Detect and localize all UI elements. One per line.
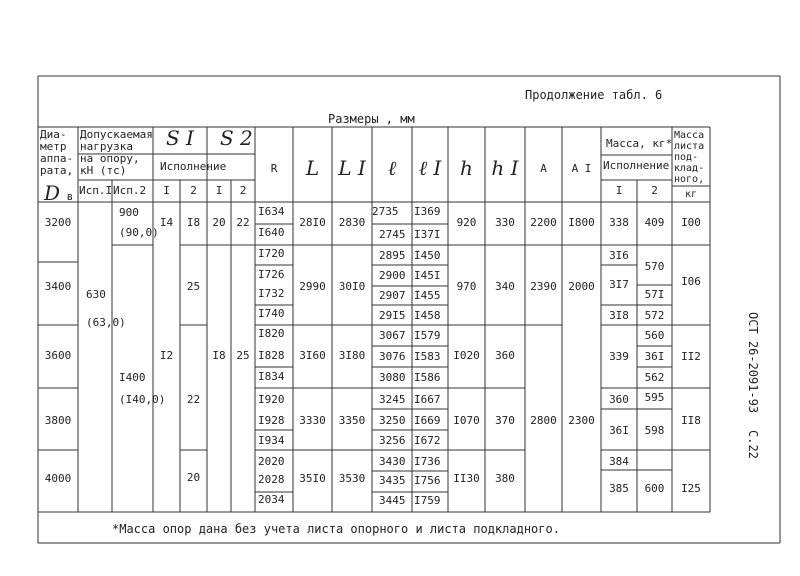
l-value: 3430 (379, 455, 406, 468)
mass-sub-2: 2 (651, 184, 658, 197)
h1-4000: 380 (495, 472, 515, 485)
s1-sub-1: I (163, 184, 170, 197)
L-4000: 35I0 (299, 472, 326, 485)
diameter-symbol: D в (44, 181, 74, 205)
footnote-mark: * (112, 522, 120, 536)
l-value: 3067 (379, 329, 406, 342)
s2-header: S 2 (220, 126, 253, 150)
mass1-value: 3I7 (609, 278, 629, 291)
d-4000: 4000 (44, 472, 72, 485)
A-3800: 2800 (530, 414, 557, 427)
mass1-value: 385 (609, 482, 629, 495)
l1-value: I667 (414, 393, 441, 406)
l1-value: I45I (414, 269, 441, 282)
h-3600: I020 (453, 349, 480, 362)
mass2-value: 562 (644, 371, 665, 384)
sizes-label: Размеры , мм (328, 112, 415, 126)
s2-sub-1: I (215, 184, 223, 197)
d-3600: 3600 (44, 349, 72, 362)
col-l1-header: ℓ I (418, 156, 442, 180)
mass-header: Масса, кг* (606, 137, 673, 150)
l-value: 2895 (379, 249, 406, 262)
A1-3800: 2300 (568, 414, 595, 427)
load-isp2-900-tc: (90,0) (119, 226, 159, 239)
plate-4000: I25 (681, 482, 701, 495)
col-h-header: h (460, 156, 473, 180)
l-value: 3080 (379, 371, 406, 384)
document-code: ОСТ 26-2091-93 (746, 312, 760, 414)
s1-i-14: I4 (159, 216, 174, 229)
l-value: 3250 (379, 414, 406, 427)
L1-3200: 2830 (338, 216, 366, 229)
ispolnenie-header: Исполнение (160, 160, 227, 173)
s1-header: S I (166, 126, 194, 150)
load-isp1-value: 630 (86, 288, 106, 301)
plate-header: Масса листа под- клад- ного, кг (674, 130, 705, 200)
s2-i-20: 20 (212, 216, 226, 229)
mass2-value: 595 (644, 391, 665, 404)
plate-3400: I06 (681, 275, 701, 288)
r-value: I934 (258, 434, 285, 447)
d-3400: 3400 (44, 280, 72, 293)
mass2-value: 409 (644, 216, 665, 229)
h1-3400: 340 (495, 280, 515, 293)
load-isp1-tc: (63,0) (86, 316, 126, 329)
col-A-header: A (540, 162, 547, 175)
mass-sub-1: I (615, 184, 623, 197)
mass2-value: 572 (644, 309, 665, 322)
L-3400: 2990 (299, 280, 326, 293)
l1-value: I450 (414, 249, 441, 262)
plate-3600: II2 (681, 350, 701, 363)
l-value: 29I5 (379, 309, 406, 322)
h-3200: 920 (456, 216, 477, 229)
r-value: I834 (258, 370, 285, 383)
L-3600: 3I60 (299, 349, 326, 362)
s1-i-12: I2 (159, 349, 174, 362)
continuation-label: Продолжение табл. 6 (525, 88, 663, 102)
A1-3200: I800 (568, 216, 595, 229)
col-L-header: L (305, 156, 320, 180)
col-l-header: ℓ (387, 156, 397, 180)
l1-value: I37I (414, 228, 441, 241)
diameter-header: Диа- метр аппа- рата, (40, 128, 74, 177)
r-value: I740 (258, 307, 285, 320)
mass1-value: 339 (609, 350, 629, 363)
col-h1-header: h I (491, 156, 519, 180)
mass1-value: 338 (609, 216, 629, 229)
l1-value: I759 (414, 494, 441, 507)
load-isp2-1400-tc: (I40,0) (119, 393, 166, 406)
mass2-value: 36I (644, 350, 665, 363)
col-L1-header: L I (338, 156, 366, 180)
h-3800: I070 (453, 414, 480, 427)
h-3400: 970 (456, 280, 477, 293)
L-3800: 3330 (299, 414, 326, 427)
col-R-header: R (270, 162, 278, 175)
load-isp2-header: Исп.2 (113, 184, 147, 197)
h-4000: II30 (453, 472, 480, 485)
l-value: 3435 (379, 474, 406, 487)
mass1-value: 384 (609, 455, 629, 468)
L1-3800: 3350 (338, 414, 366, 427)
r-value: I640 (258, 226, 285, 239)
L1-3600: 3I80 (338, 349, 366, 362)
s2-i-18: I8 (212, 349, 226, 362)
L1-3400: 30I0 (338, 280, 366, 293)
h1-3600: 360 (495, 349, 515, 362)
l-value: 2745 (379, 228, 406, 241)
d-3800: 3800 (44, 414, 72, 427)
r-value: I920 (258, 393, 285, 406)
l-value: 2900 (379, 269, 406, 282)
l-value: 3445 (379, 494, 406, 507)
col-A1-header: A I (571, 162, 592, 175)
r-value: I720 (258, 247, 285, 260)
r-value: I732 (258, 287, 285, 300)
mass1-value: 360 (609, 393, 629, 406)
l1-value: I736 (414, 455, 441, 468)
s2-sub-2: 2 (239, 184, 247, 197)
l1-value: I669 (414, 414, 441, 427)
mass2-value: 598 (644, 424, 665, 437)
l1-value: I756 (414, 474, 441, 487)
h1-3800: 370 (495, 414, 515, 427)
l-value: 2907 (379, 289, 406, 302)
s2-2-22: 22 (236, 216, 250, 229)
page-number: С.22 (746, 430, 760, 459)
footnote-text: Масса опор дана без учета листа опорного и листа подкладного. (119, 522, 560, 536)
mass2-value: 57I (644, 288, 665, 301)
l-value: 3245 (379, 393, 406, 406)
mass2-value: 600 (644, 482, 665, 495)
l-value: 3076 (379, 350, 406, 363)
l1-value: I455 (414, 289, 441, 302)
mass1-value: 3I8 (609, 309, 629, 322)
s1-sub-2: 2 (190, 184, 197, 197)
l-value: 2735 (372, 205, 399, 218)
load-header: Допускаемая нагрузка на опору, кН (тс) (80, 128, 153, 177)
s1-2-20: 20 (186, 471, 201, 484)
plate-3800: II8 (681, 414, 701, 427)
mass2-value: 570 (644, 260, 665, 273)
r-value: I928 (258, 414, 285, 427)
l1-value: I672 (414, 434, 441, 447)
h1-3200: 330 (495, 216, 515, 229)
A-3400: 2390 (530, 280, 557, 293)
mass1-value: 3I6 (609, 249, 629, 262)
l1-value: I583 (414, 350, 441, 363)
A1-3400: 2000 (568, 280, 595, 293)
r-value: 2034 (258, 493, 285, 506)
r-value: I828 (258, 349, 285, 362)
r-value: I634 (258, 205, 285, 218)
r-value: I820 (258, 327, 285, 340)
A-3200: 2200 (530, 216, 557, 229)
footnote (112, 523, 560, 535)
d-3200: 3200 (44, 216, 72, 229)
mass-isp-header: Исполнение (603, 159, 670, 172)
r-value: 2020 (258, 455, 285, 468)
plate-3200: I00 (681, 216, 701, 229)
load-isp2-900: 900 (119, 206, 139, 219)
l-value: 3256 (379, 434, 406, 447)
load-isp2-1400: I400 (119, 371, 146, 384)
s1-2-25: 25 (186, 280, 201, 293)
l1-value: I579 (414, 329, 441, 342)
L1-4000: 3530 (338, 472, 366, 485)
mass1-value: 36I (609, 424, 629, 437)
l1-value: I586 (414, 371, 441, 384)
L-3200: 28I0 (299, 216, 326, 229)
load-isp1-header: Исп.I (79, 184, 113, 197)
l1-value: I369 (414, 205, 441, 218)
s1-2-18: I8 (186, 216, 201, 229)
r-value: 2028 (258, 473, 285, 486)
s2-2-25: 25 (236, 349, 250, 362)
s1-2-22: 22 (186, 393, 201, 406)
r-value: I726 (258, 268, 285, 281)
l1-value: I458 (414, 309, 441, 322)
mass2-value: 560 (644, 329, 665, 342)
